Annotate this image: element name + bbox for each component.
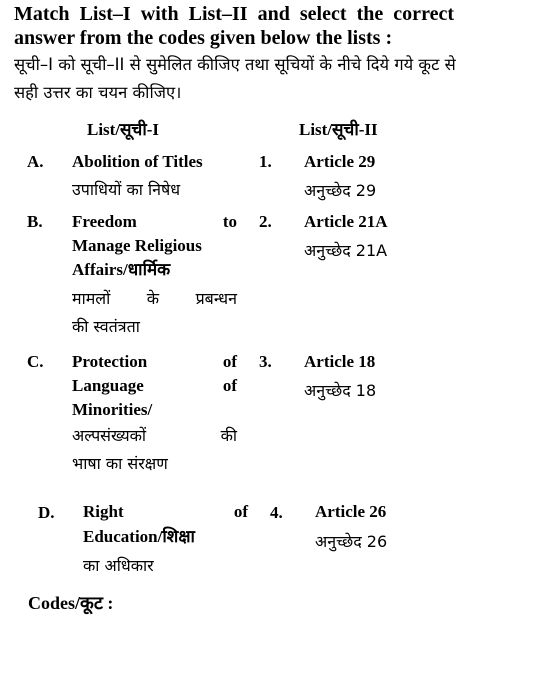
item-c-word: Protection: [72, 352, 148, 371]
item-4-number: 4.: [270, 503, 283, 522]
item-b-line-5: की स्वतंत्रता: [72, 317, 140, 336]
item-1-number: 1.: [259, 152, 272, 171]
item-c-word: अल्पसंख्यकों: [72, 426, 147, 445]
item-d-line-3: का अधिकार: [83, 556, 154, 575]
item-4-hindi: अनुच्छेद 26: [315, 532, 388, 551]
item-d-word: Right: [83, 502, 124, 521]
item-1-hindi: अनुच्छेद 29: [304, 181, 377, 200]
item-b-line-1: [72, 210, 237, 234]
item-c-word: of: [222, 352, 237, 371]
item-3-number: 3.: [259, 352, 272, 371]
item-c-line-2: [72, 374, 237, 398]
item-2-english: Article 21A: [304, 212, 388, 231]
item-3-english: Article 18: [304, 352, 376, 371]
item-b-word: प्रबन्धन: [195, 289, 237, 308]
item-c-word: की: [220, 426, 237, 445]
item-1-english: Article 29: [304, 152, 376, 171]
item-c-letter: C.: [27, 352, 44, 371]
item-b-word: Freedom: [72, 212, 137, 231]
item-c-word: of: [222, 376, 237, 395]
item-d-line-1: [83, 500, 248, 524]
codes-label: Codes/कूट :: [28, 593, 114, 613]
item-b-word: के: [146, 289, 160, 308]
question-english: Match List–I with List–II and select the correct answer from the codes given below the lists :: [14, 3, 454, 49]
item-d-line-2: Education/शिक्षा: [83, 527, 195, 546]
item-c-line-3: Minorities/: [72, 400, 153, 419]
item-c-line-4: [72, 423, 237, 449]
item-d-letter: D.: [38, 503, 55, 522]
item-a-english: Abolition of Titles: [72, 152, 203, 171]
item-c-line-1: [72, 350, 237, 374]
item-a-hindi: उपाधियों का निषेध: [72, 180, 181, 199]
item-b-letter: B.: [27, 212, 43, 231]
item-2-number: 2.: [259, 212, 272, 231]
list-1-header: List/सूची-I: [87, 120, 160, 139]
item-c-word: Language: [72, 376, 144, 395]
list-2-header: List/सूची-II: [299, 120, 378, 139]
item-b-word: मामलों: [72, 289, 111, 308]
question-hindi: सूची–I को सूची–II से सुमेलित कीजिए तथा सूचियों के नीचे दिये गये कूट से सही उत्तर का चयन कीजिए।: [14, 55, 456, 102]
item-a-letter: A.: [27, 152, 44, 171]
item-d-word: of: [233, 502, 248, 521]
item-b-word: to: [222, 212, 237, 231]
item-b-line-3: Affairs/धार्मिक: [72, 260, 171, 279]
item-c-line-5: भाषा का संरक्षण: [72, 454, 168, 473]
item-b-line-2: Manage Religious: [72, 236, 202, 255]
item-4-english: Article 26: [315, 502, 387, 521]
item-b-line-4: [72, 286, 237, 312]
item-2-hindi: अनुच्छेद 21A: [304, 241, 388, 260]
item-3-hindi: अनुच्छेद 18: [304, 381, 377, 400]
